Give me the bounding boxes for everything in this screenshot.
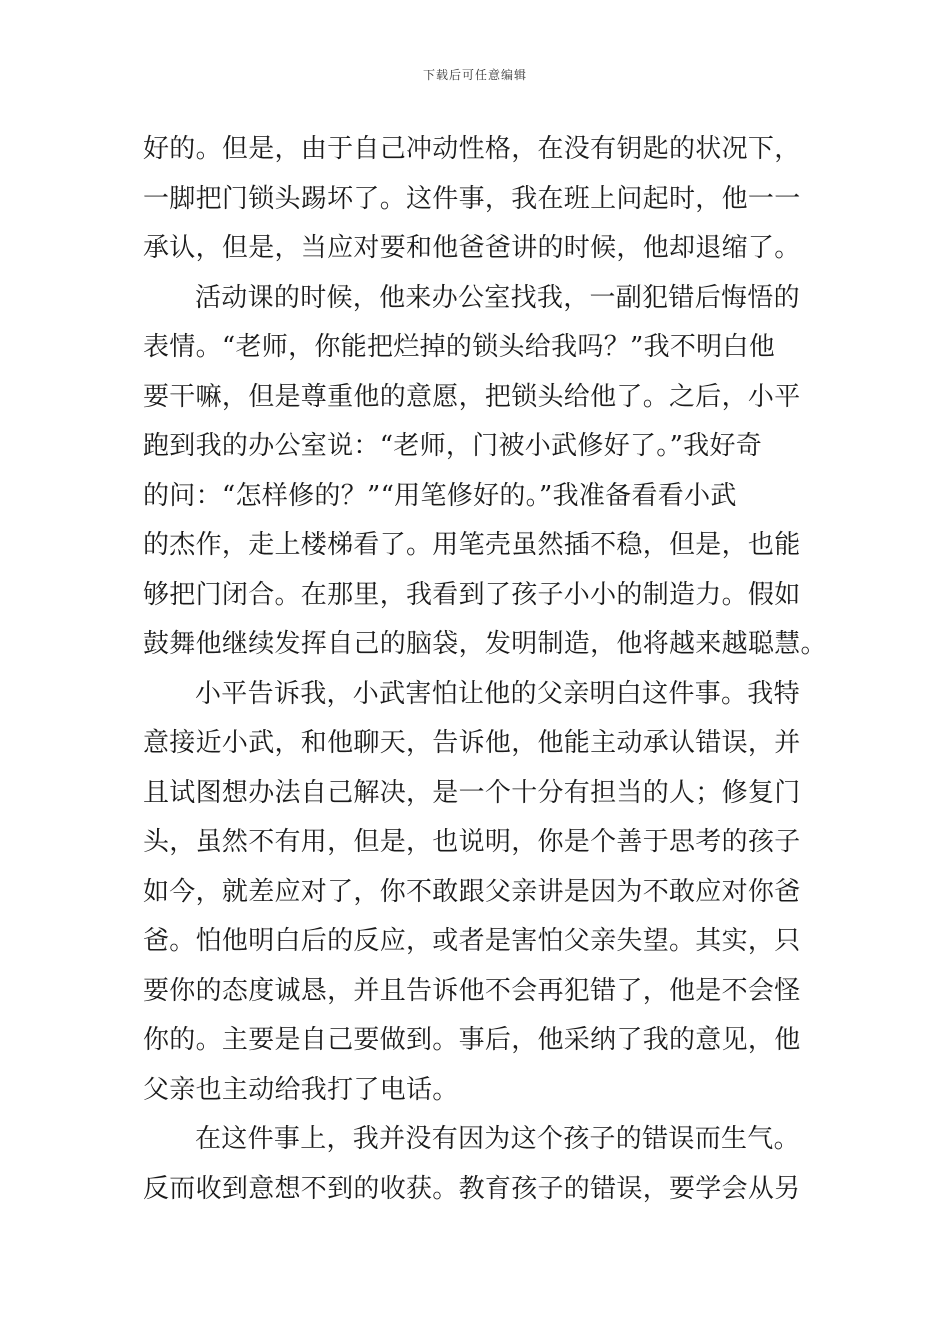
text-line: 鼓舞他继续发挥自己的脑袋，发明制造，他将越来越聪慧。 [143, 629, 827, 659]
text-line: 表情。“老师，你能把烂掉的锁头给我吗？”我不明白他 [143, 332, 776, 362]
text-line: 要干嘛，但是尊重他的意愿，把锁头给他了。之后，小平 [143, 381, 801, 412]
text-line: 反而收到意想不到的收获。教育孩子的错误，要学会从另 [143, 1173, 801, 1204]
page-header: 下载后可任意编辑 [422, 68, 527, 82]
text-line: 好的。但是，由于自己冲动性格，在没有钥匙的状况下， [143, 134, 801, 164]
text-line: 的杰作，走上楼梯看了。用笔壳虽然插不稳，但是，也能 [143, 530, 801, 560]
text-line: 父亲也主动给我打了电话。 [143, 1074, 459, 1105]
paragraph-start-line: 活动课的时候，他来办公室找我，一副犯错后悔悟的 [195, 282, 800, 313]
text-line: 一脚把门锁头踢坏了。这件事，我在班上问起时，他一一 [143, 183, 801, 214]
text-line: 跑到我的办公室说：“老师，门被小武修好了。”我好奇 [143, 431, 763, 461]
text-line: 爸。怕他明白后的反应，或者是害怕父亲失望。其实，只 [143, 926, 801, 956]
document-body [143, 125, 827, 1214]
text-line: 够把门闭合。在那里，我看到了孩子小小的制造力。假如 [143, 579, 801, 610]
text-line: 的问：“怎样修的？”“用笔修好的。”我准备看看小武 [143, 480, 737, 511]
text-line: 意接近小武，和他聊天，告诉他，他能主动承认错误，并 [143, 728, 801, 758]
text-line: 如今，就差应对了，你不敢跟父亲讲是因为不敢应对你爸 [143, 876, 801, 907]
paragraph-start-line: 小平告诉我，小武害怕让他的父亲明白这件事。我特 [195, 678, 800, 709]
text-line: 要你的态度诚恳，并且告诉他不会再犯错了，他是不会怪 [143, 975, 801, 1006]
paragraph-start-line: 在这件事上，我并没有因为这个孩子的错误而生气。 [195, 1124, 800, 1154]
text-line: 你的。主要是自己要做到。事后，他采纳了我的意见，他 [143, 1025, 801, 1055]
text-line: 且试图想办法自己解决，是一个十分有担当的人；修复门 [143, 777, 801, 808]
text-line: 承认，但是，当应对要和他爸爸讲的时候，他却退缩了。 [143, 233, 801, 263]
text-line: 头，虽然不有用，但是，也说明，你是个善于思考的孩子 [143, 827, 801, 857]
